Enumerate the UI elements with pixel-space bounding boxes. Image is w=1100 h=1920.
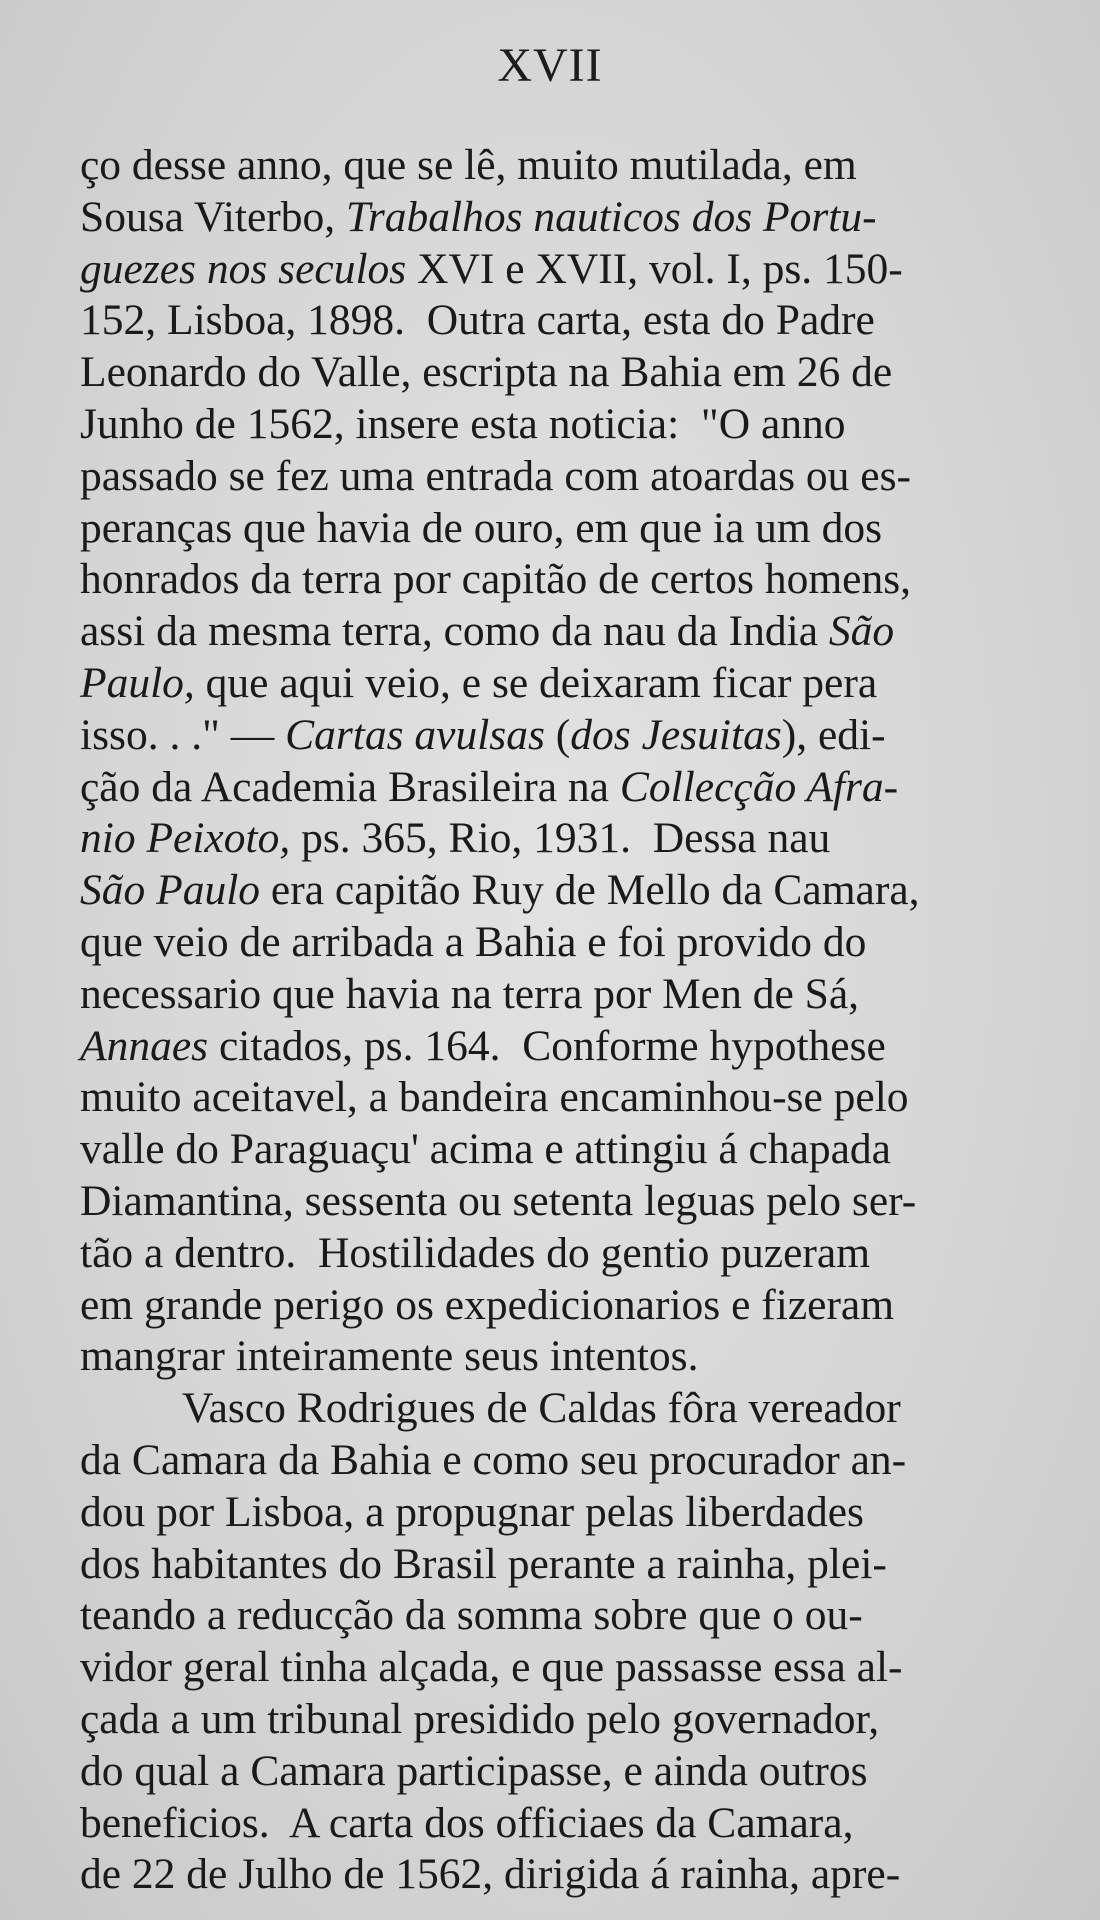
text-line <box>80 813 1020 865</box>
text-line <box>80 347 1020 399</box>
italic-text: Trabalhos nauticos dos Portu- <box>346 192 877 241</box>
text-segment: tão a dentro. Hostilidades do gentio puzeram <box>80 1228 871 1277</box>
text-segment: honrados da terra por capitão de certos homens, <box>80 555 912 604</box>
text-segment: çada a um tribunal presidido pelo governador, <box>80 1694 880 1743</box>
italic-text: Paulo, <box>80 658 195 707</box>
text-line <box>80 1487 1020 1539</box>
text-line <box>80 865 1020 917</box>
body-text <box>80 140 1020 1901</box>
text-line <box>80 917 1020 969</box>
text-line <box>80 1280 1020 1332</box>
text-segment: valle do Paraguaçu' acima e attingiu á chapada <box>80 1125 891 1174</box>
text-line <box>80 1176 1020 1228</box>
text-segment: Junho de 1562, insere esta noticia: "O anno <box>80 399 846 448</box>
text-segment: Sousa Viterbo, <box>80 192 347 241</box>
text-segment: em grande perigo os expedicionarios e fizeram <box>80 1280 895 1329</box>
text-segment: peranças que havia de ouro, em que ia um dos <box>80 503 883 552</box>
text-line <box>80 1642 1020 1694</box>
text-line <box>80 1072 1020 1124</box>
text-segment: que veio de arribada a Bahia e foi provido do <box>80 917 867 966</box>
text-line <box>80 1590 1020 1642</box>
text-line <box>80 1849 1020 1901</box>
text-segment: Leonardo do Valle, escripta na Bahia em 26 de <box>80 348 893 397</box>
text-segment: isso. . ." — <box>80 710 286 759</box>
text-line <box>80 969 1020 1021</box>
text-line <box>80 1021 1020 1073</box>
text-segment: muito aceitavel, a bandeira encaminhou-se pelo <box>80 1073 909 1122</box>
text-line <box>80 451 1020 503</box>
text-line <box>80 1746 1020 1798</box>
text-segment: passado se fez uma entrada com atoardas ou es- <box>80 451 911 500</box>
italic-text: São <box>828 607 895 656</box>
text-line <box>80 762 1020 814</box>
text-line <box>80 1539 1020 1591</box>
text-line <box>80 1435 1020 1487</box>
text-line <box>80 1124 1020 1176</box>
text-segment: teando a reducção da somma sobre que o ou- <box>80 1591 863 1640</box>
text-segment: citados, ps. 164. Conforme hypothese <box>208 1021 886 1070</box>
italic-text: Collecção Afra- <box>619 762 899 811</box>
text-line <box>80 192 1020 244</box>
italic-text: nio Peixoto, <box>80 814 291 863</box>
text-segment: ( <box>544 710 571 759</box>
italic-text: Annaes <box>80 1021 209 1070</box>
text-line <box>80 710 1020 762</box>
text-segment: de 22 de Julho de 1562, dirigida á rainha, apre- <box>80 1850 901 1899</box>
text-segment: XVI e XVII, vol. I, ps. 150- <box>406 244 903 293</box>
text-segment: Diamantina, sessenta ou setenta leguas pelo ser- <box>80 1176 917 1225</box>
text-line <box>80 1694 1020 1746</box>
text-segment: ), edi- <box>781 710 886 759</box>
text-segment: vidor geral tinha alçada, e que passasse essa al- <box>80 1643 903 1692</box>
text-segment: era capitão Ruy de Mello da Camara, <box>260 866 920 915</box>
italic-text: São Paulo <box>80 866 261 915</box>
text-segment: do qual a Camara participasse, e ainda outros <box>80 1746 868 1795</box>
text-segment: mangrar inteiramente seus intentos. <box>80 1332 699 1381</box>
text-segment: ção da Academia Brasileira na <box>80 762 620 811</box>
text-line <box>80 244 1020 296</box>
text-line <box>80 1228 1020 1280</box>
italic-text: dos Jesuitas <box>570 710 782 759</box>
italic-text: Cartas avulsas <box>285 710 545 759</box>
text-line <box>80 295 1020 347</box>
italic-text: guezes nos seculos <box>80 244 407 293</box>
text-segment: 152, Lisboa, 1898. Outra carta, esta do Padre <box>80 296 875 345</box>
text-line <box>80 1331 1020 1383</box>
text-line <box>80 658 1020 710</box>
text-line <box>80 399 1020 451</box>
text-segment: dos habitantes do Brasil perante a rainha, plei- <box>80 1539 887 1588</box>
text-segment: ps. 365, Rio, 1931. Dessa nau <box>290 814 831 863</box>
text-line <box>80 606 1020 658</box>
text-segment: necessario que havia na terra por Men de Sá, <box>80 969 860 1018</box>
text-segment: Vasco Rodrigues de Caldas fôra vereador <box>182 1384 901 1433</box>
page-number: XVII <box>497 39 603 92</box>
text-line <box>80 503 1020 555</box>
text-segment: dou por Lisboa, a propugnar pelas liberdades <box>80 1487 864 1536</box>
text-line <box>80 1383 1020 1435</box>
text-segment: beneficios. A carta dos officiaes da Camara, <box>80 1798 854 1847</box>
text-segment: que aqui veio, e se deixaram ficar pera <box>194 658 878 707</box>
text-segment: ço desse anno, que se lê, muito mutilada, em <box>80 141 857 189</box>
text-line <box>80 554 1020 606</box>
text-line <box>80 1798 1020 1850</box>
text-segment: assi da mesma terra, como da nau da India <box>80 607 829 656</box>
text-segment: da Camara da Bahia e como seu procurador an- <box>80 1435 907 1484</box>
text-line <box>80 140 1020 192</box>
